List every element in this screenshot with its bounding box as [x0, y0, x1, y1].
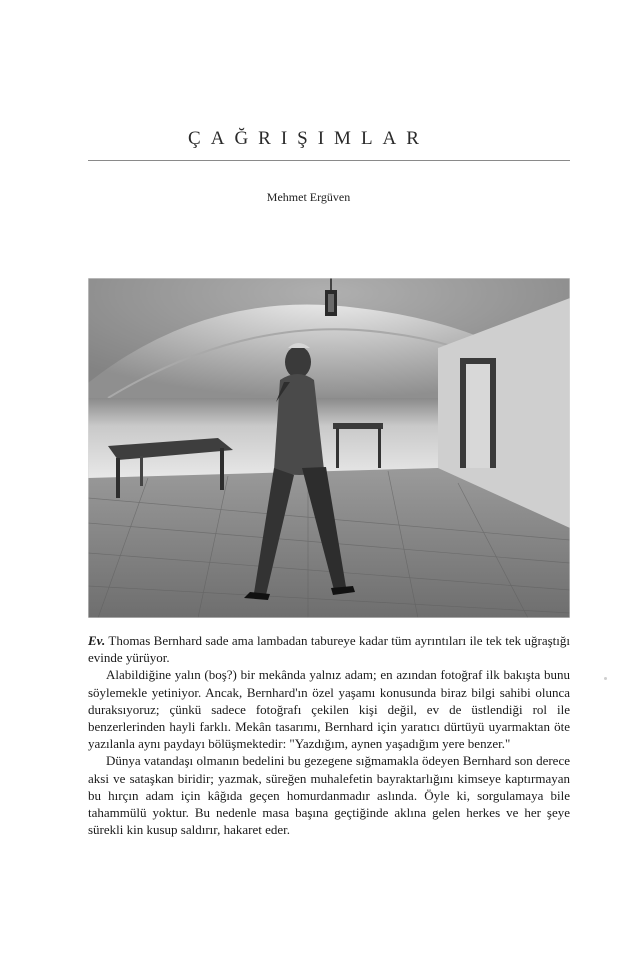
right-table — [333, 423, 383, 429]
stray-mark — [604, 677, 607, 680]
caption-lead: Ev. — [88, 633, 106, 648]
article-text — [88, 632, 570, 838]
header-title: ÇAĞRIŞIMLAR — [188, 128, 429, 149]
header-rule — [88, 160, 570, 161]
photo-caption — [88, 632, 570, 666]
paragraph-2: Dünya vatandaşı olmanın bedelini bu gezegene sığmamakla ödeyen Bernhard son derece aksi ve sataşkan biridir; yazmak, süreğen muhalefetin bayraktarlığını kimseye kaptırmayan bu hırçın adam için kâğıda geçen homurdanmadır aslında. Öyle ki, sorgulamaya bile tahammülü yoktur. Bu nedenle masa başına geçtiğinde aklına gelen herkes ve her şeye sürekli kin kusup saldırır, hakaret eder. — [88, 753, 570, 838]
photograph — [88, 278, 570, 618]
caption-rest: Thomas Bernhard sade ama lambadan tabureye kadar tüm ayrıntıları ile tek tek uğraştığı evinde yürüyor. — [88, 633, 570, 666]
author-name: Mehmet Ergüven — [266, 190, 351, 204]
paragraph-1: Alabildiğine yalın (boş?) bir mekânda yalnız adam; en azından fotoğraf ilk bakışta bunu söylemekle yetiniyor. Ancak, Bernhard'ın özel yaşamı konusunda biraz bilgi sahibi olunca duraksıyoruz; çünkü sadece fotoğrafı çekilen kişi değil, ev de üstlendiği rol ile benzerlerinden hayli farklı. Mekân tasarımı, Bernhard için yaratıcı dürtüyü uyarmaktan öte yazılanla aynı paydayı bölüşmektedir: "Yazdığım, aynen yaşadığım yere benzer." — [88, 667, 570, 752]
